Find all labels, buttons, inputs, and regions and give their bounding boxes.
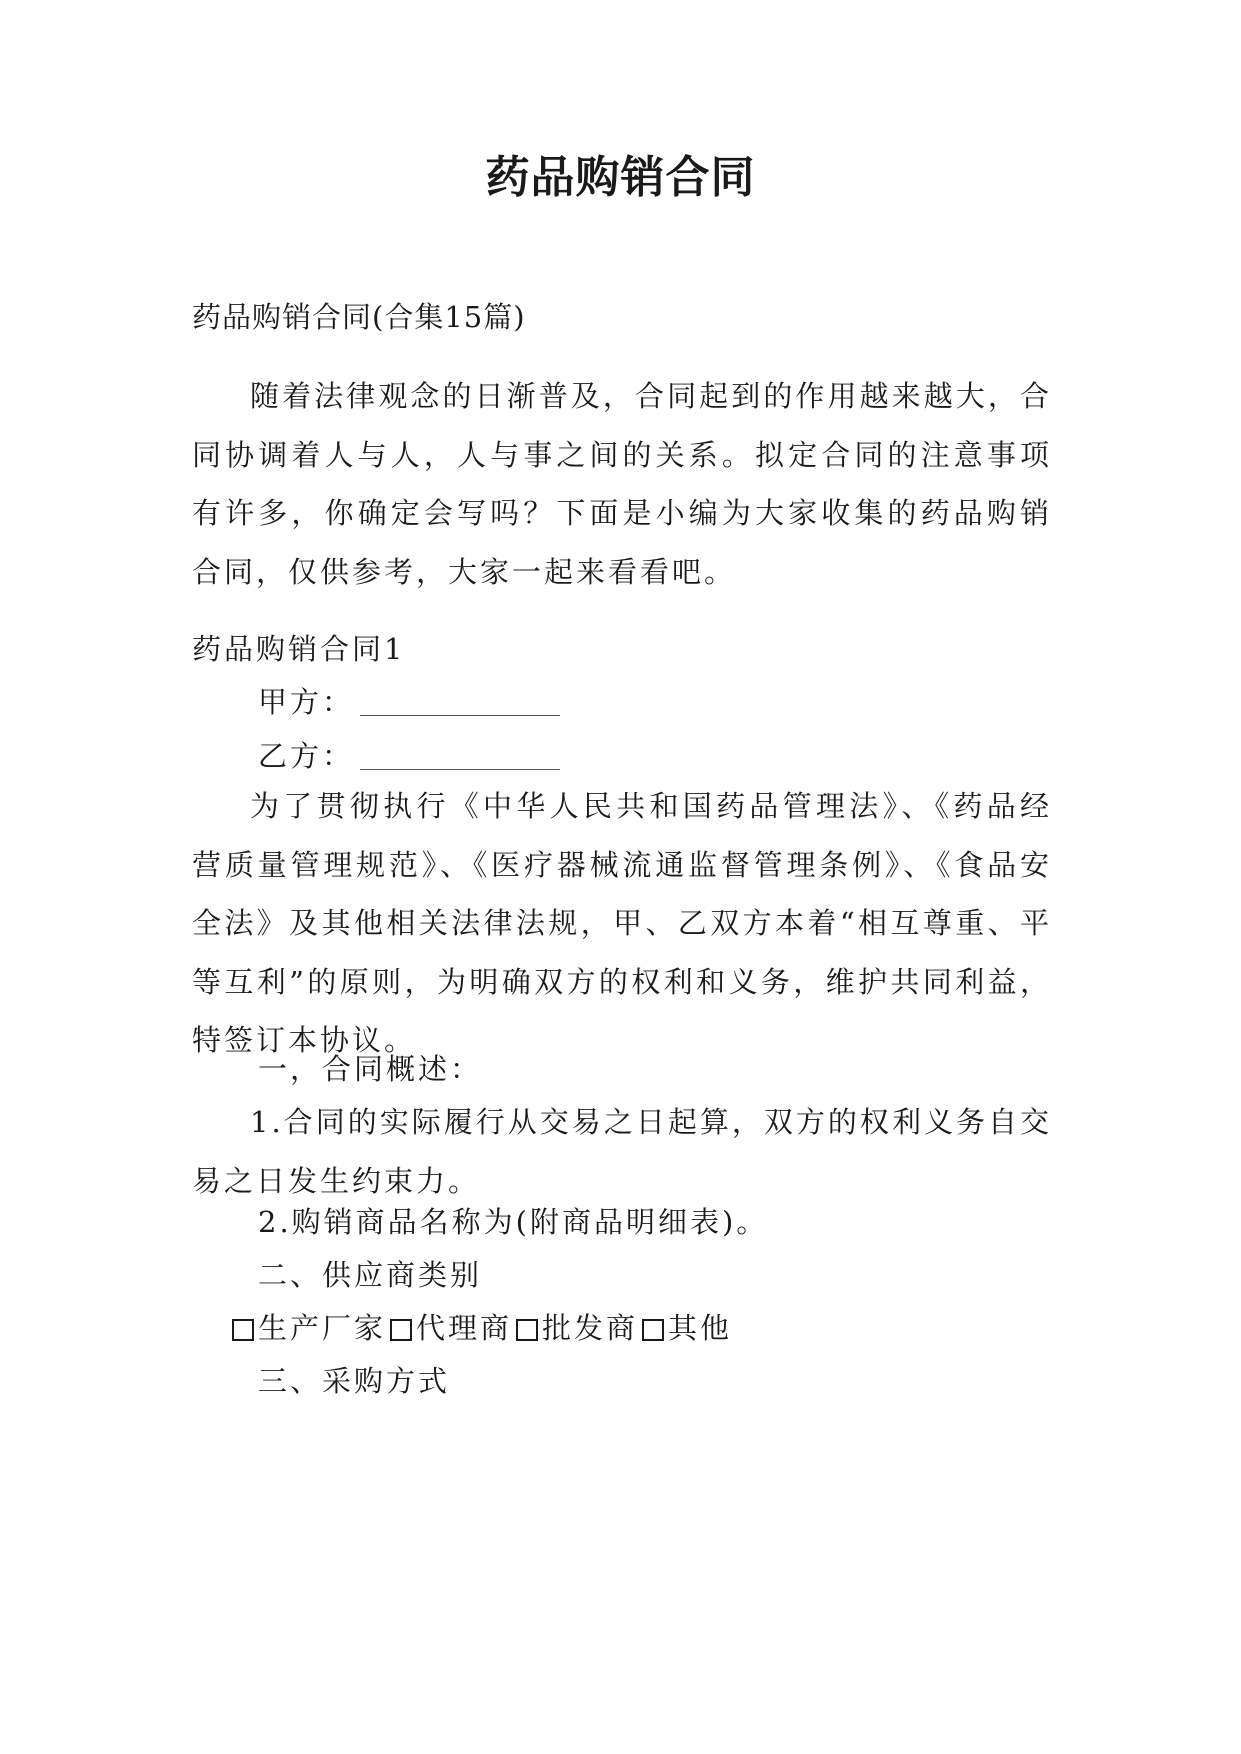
party-a-line: [258, 680, 560, 724]
party-a-label: 甲方：: [258, 685, 355, 719]
preamble-paragraph: 为了贯彻执行《中华人民共和国药品管理法》、《药品经营质量管理规范》、《医疗器械流通监督管理条例》、《食品安全法》及其他相关法律法规，甲、乙双方本着“相互尊重、平等互利”的原则，为明确双方的权利和义务，维护共同利益，特签订本协议。: [192, 789, 1052, 1057]
clause-3-heading: 三、采购方式: [258, 1364, 451, 1398]
party-a-blank: [360, 689, 560, 716]
document-title: 药品购销合同: [485, 152, 756, 203]
party-b-line: [258, 734, 560, 778]
clause-2-heading: 二、供应商类别: [258, 1258, 483, 1292]
checkbox-icon: [642, 1319, 664, 1341]
section-heading: 药品购销合同1: [192, 632, 406, 666]
checkbox-icon: [390, 1319, 412, 1341]
clause-1-item-1: 1.合同的实际履行从交易之日起算，双方的权利义务自交易之日发生约束力。: [192, 1105, 1052, 1198]
supplier-option: 生产厂家: [230, 1311, 386, 1345]
supplier-option: 其他: [640, 1311, 732, 1345]
document-subtitle: 药品购销合同(合集15篇): [192, 300, 526, 334]
intro-paragraph: 随着法律观念的日渐普及，合同起到的作用越来越大，合同协调着人与人，人与事之间的关系。拟定合同的注意事项有许多，你确定会写吗？下面是小编为大家收集的药品购销合同，仅供参考，大家一起来看看吧。: [192, 379, 1052, 589]
clause-1-item-2: 2.购销商品名称为(附商品明细表)。: [258, 1205, 769, 1239]
checkbox-icon: [516, 1319, 538, 1341]
party-b-blank: [360, 743, 560, 770]
clause-1-heading: 一，合同概述：: [258, 1052, 483, 1086]
supplier-option: 代理商: [388, 1311, 512, 1345]
supplier-option: 批发商: [514, 1311, 638, 1345]
supplier-options: [230, 1306, 734, 1350]
party-b-label: 乙方：: [258, 739, 355, 773]
checkbox-icon: [232, 1319, 254, 1341]
